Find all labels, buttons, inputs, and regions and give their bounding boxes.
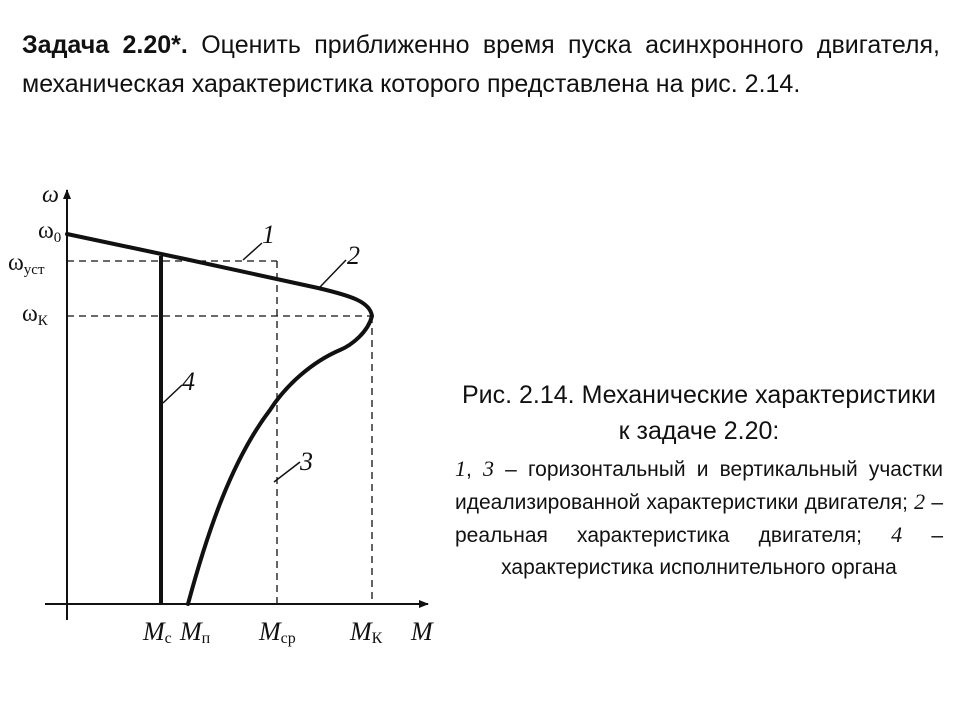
legend-num-2: 2 <box>914 489 926 514</box>
curve-label-2: 2 <box>347 241 360 270</box>
x-tick-m-c: Mc <box>143 617 172 647</box>
y-tick-omega-0: ω0 <box>38 218 62 246</box>
label-2-leader <box>320 260 346 287</box>
legend-text-4: – характеристика исполнительного органа <box>501 524 944 579</box>
legend-num-1: 1 <box>455 456 466 481</box>
caption-title: Рис. 2.14. Механические характеристики к задаче 2.20: <box>461 381 937 445</box>
label-3-leader <box>274 462 300 482</box>
x-tick-m-k: MК <box>350 617 383 647</box>
figure-caption <box>455 377 943 584</box>
legend-text-1-3: – горизонтальный и вертикальный участки идеализированной характеристики двигателя; <box>455 458 944 514</box>
problem-number: Задача 2.20*. <box>22 31 188 59</box>
curve-label-3: 3 <box>300 447 313 476</box>
curve-label-1: 1 <box>262 220 275 249</box>
x-axis-label: M <box>411 617 433 646</box>
caption-legend <box>455 453 943 584</box>
problem-text: Оценить приближенно время пуска асинхронного двигателя, механическая характеристика которого представлена на рис. 2.14. <box>22 31 940 98</box>
curve-label-4: 4 <box>182 367 195 396</box>
x-tick-m-sr: Mср <box>259 617 296 647</box>
y-axis-label: ω <box>42 182 59 208</box>
legend-text-2: – реальная характеристика двигателя; <box>455 491 944 547</box>
label-4-leader <box>163 385 182 403</box>
legend-sep: , <box>466 458 483 481</box>
legend-num-4: 4 <box>891 522 903 547</box>
x-tick-m-p: Mп <box>180 617 211 647</box>
legend-num-3: 3 <box>482 456 494 481</box>
label-1-leader <box>243 243 262 260</box>
y-tick-omega-k: ωК <box>22 301 48 329</box>
y-tick-omega-ust: ωуст <box>8 250 45 278</box>
curve-1-2-motor-characteristic <box>67 234 372 604</box>
